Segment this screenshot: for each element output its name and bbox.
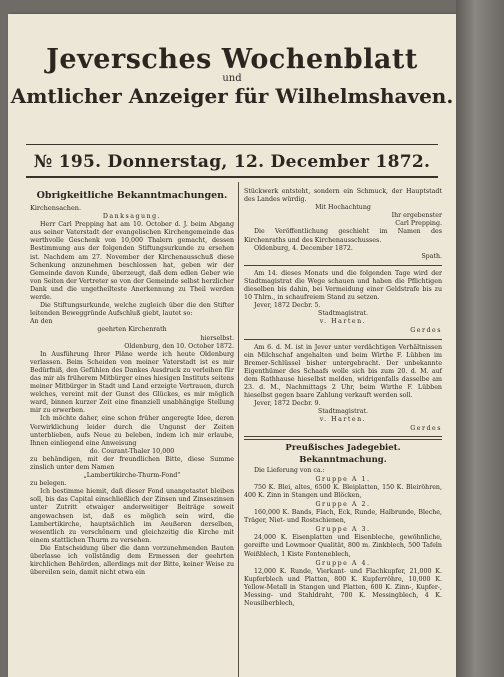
signature-name: Carl Prepping. (395, 220, 442, 228)
address-place: hierselbst. (200, 334, 234, 342)
paragraph: Die Lieferung von ca.: (254, 466, 325, 474)
masthead-subtitle: Amtlicher Anzeiger für Wilhelmshaven. (10, 84, 454, 108)
separator (244, 339, 442, 340)
separator (244, 265, 442, 266)
paragraph: 12,000 K. Runde, Vierkant- und Flachkupfer, 21,000 K. Kupferblech und Platten, 800 K. Kupferröhre, 10,000 K. Yellow-Metall in Stangen und Platten, 600 K. Zinn-, Kupfer-, Messing- und Stahldraht, 700 K. Messingblech, 4 K. Neusilberblech, (244, 567, 442, 608)
section-heading: Bekanntmachung. (299, 454, 387, 465)
masthead (8, 44, 456, 108)
signature: v. Harten. (319, 416, 367, 424)
paragraph: 160,000 K. Bands, Flach, Eck, Runde, Halbrunde, Bleche, Träger, Niet- und Rostschienen, (244, 509, 442, 525)
paragraph: Die Stiftungsurkunde, welche zugleich über die den Stifter leitenden Beweggründe Aufschluß giebt, lautet so: (30, 302, 234, 318)
section-heading: Preußisches Jadegebiet. (285, 442, 401, 453)
signature: Gerdes (410, 326, 442, 334)
left-column (30, 188, 234, 577)
section-sub: Kirchensachen. (30, 204, 82, 212)
paragraph: Ich bestimme hiemit, daß dieser Fond unangetastet bleiben soll, bis das Capital einschließlich der Zinsen und Zinseszinsen unter Zutritt etwaiger anderweitiger Beiträge soweit angewachsen ist, daß es möglich sein wird, die Lambertikirche, hauptsächlich im Aeußeren derselben, wesentlich zu verschönern und gleichzeitig die Kirche mit einem stattlichen Thurm zu versehen. (30, 488, 234, 544)
notice-date: Jever, 1872 Decbr. 5. (254, 302, 321, 310)
double-separator (244, 436, 442, 440)
paragraph: Stückwerk entsteht, sondern ein Schmuck, der Hauptstadt des Landes würdig. (244, 188, 442, 204)
address-recipient: geehrten Kirchenrath (97, 326, 167, 334)
book-spine (456, 0, 504, 677)
signature: Spath. (421, 252, 442, 260)
address-an: An den (30, 318, 53, 326)
right-column (244, 188, 442, 608)
masthead-und: und (222, 73, 242, 84)
issue-line: № 195. Donnerstag, 12. December 1872. (33, 152, 431, 172)
paragraph: 750 K. Blei, altes, 6500 K. Bleiplatten, 150 K. Bleiröhren, 400 K. Zinn in Stangen und Blöcken, (244, 483, 442, 499)
column-divider (238, 182, 239, 677)
closing: Mit Hochachtung (315, 204, 371, 212)
group-heading: Gruppe A 3. (315, 526, 371, 534)
group-heading: Gruppe A 1. (315, 475, 371, 483)
group-heading: Gruppe A 2. (315, 501, 371, 508)
paragraph: Die Veröffentlichung geschieht im Namen des Kirchenraths und des Kirchenausschusses. (244, 228, 442, 244)
signature: Gerdes (410, 424, 442, 432)
paragraph: zu belegen. (30, 480, 67, 488)
signature: v. Harten. (319, 318, 367, 326)
danksagung-heading: Danksagung. (102, 213, 162, 221)
fond-name: „Lambertikirche-Thurm-Fond“ (83, 472, 181, 480)
rule-top (26, 144, 438, 145)
paragraph: Am 6. d. M. ist in Jever unter verdächtigen Verhältnissen ein Milchschaf angehalten und beim Wirthe F. Lübben im Bremer-Schlüssel bisher untergebracht. Der unbekannte Eigenthümer des Schaafs wolle sich bis zum 20. d. M. auf dem Rathhause hieselbst melden, widrigenfalls dasselbe am 23. d. M., Nachmittags 2 Uhr, beim Wirthe F. Lübben hieselbst gegen baare Zahlung verkauft werden soll. (244, 343, 442, 400)
group-heading: Gruppe A 4. (315, 559, 371, 567)
masthead-title: Jeversches Wochenblatt (46, 44, 418, 75)
notice-date: Jever, 1872 Decbr. 9. (254, 400, 321, 408)
section-heading: Obrigkeitliche Bekanntmachungen. (36, 190, 228, 201)
magistrate: Stadtmagistrat. (318, 408, 368, 416)
closing-ergebenster: Ihr ergebenster (391, 212, 442, 220)
paragraph: 24,000 K. Eisenplatten und Eisenbleche, gewöhnliche, gereifte und Lowmoor Qualität, 800 m. Zinkblech, 500 Tafeln Weißblech, 1 Kiste Fonteneblech, (244, 534, 442, 558)
paragraph: Die Entscheidung über die dann vorzunehmenden Bauten überlasse ich vollständig dem Ermessen der geehrten kirchlichen Behörden, allerdings mit der Bitte, keiner Weise zu übereilen sein, damit nicht etwa ein (30, 544, 234, 577)
paragraph: Am 14. dieses Monats und die folgenden Tage wird der Stadtmagistrat die Wege schauen und haben die Pflichtigen dieselben bis dahin, bei Vermeidung einer Geldstrafe bis zu 10 Thlrn., in schaufreiem Stand zu setzen. (244, 269, 442, 302)
paragraph: zu behändigen, mit der freundlichen Bitte, diese Summe zinslich unter dem Namen (30, 455, 234, 471)
letter-date: Oldenburg, den 10. October 1872. (124, 342, 234, 350)
paragraph: Ich möchte daher, eine schon früher angeregte Idee, deren Verwirklichung leider durch die Ungunst der Zeiten unterblieben, aufs Neue zu beleben, indem ich mir erlaube, Ihnen einliegend eine Anweisung (30, 415, 234, 447)
paragraph: Herr Carl Prepping hat am 10. October d. J. beim Abgang aus seiner Vaterstadt der evangelischen Kirchengemeinde das werthvolle Geschenk von 10,000 Thalern gemacht, dessen Bestimmung aus der folgenden Stiftungsurkunde zu ersehen ist. Nachdem am 27. November der Kirchenausschuß diese Schenkung anzunehmen beschlossen hat, geben wir der Gemeinde davon Kunde, überzeugt, daß dem edlen Geber wie von Seiten der Vertreter so von der Gemeinde selbst herzlicher Dank und die ungetheilteste Anerkennung zu Theil werden werde. (30, 221, 234, 302)
magistrate: Stadtmagistrat. (318, 310, 368, 318)
paragraph: In Ausführung Ihrer Pläne werde ich heute Oldenburg verlassen. Beim Scheiden von meiner Vaterstadt ist es mir Bedürfniß, den Gefühlen des Dankes Ausdruck zu verleihen für das mir als früherem Mitbürger eines hiesigen Instituts seitens meiner Mitbürger in Stadt und Land erzeigte Vertrauen, durch welches, vereint mit der Gunst des Glückes, es mir möglich ward, binnen kurzer Zeit eine finanziell unabhängige Stellung mir zu erwerben. (30, 350, 234, 415)
newspaper-page (8, 14, 456, 677)
notice-date: Oldenburg, 4. December 1872. (254, 244, 353, 252)
rule-bottom (26, 176, 438, 178)
amount-line: do. Courant-Thaler 10,000 (89, 447, 175, 455)
